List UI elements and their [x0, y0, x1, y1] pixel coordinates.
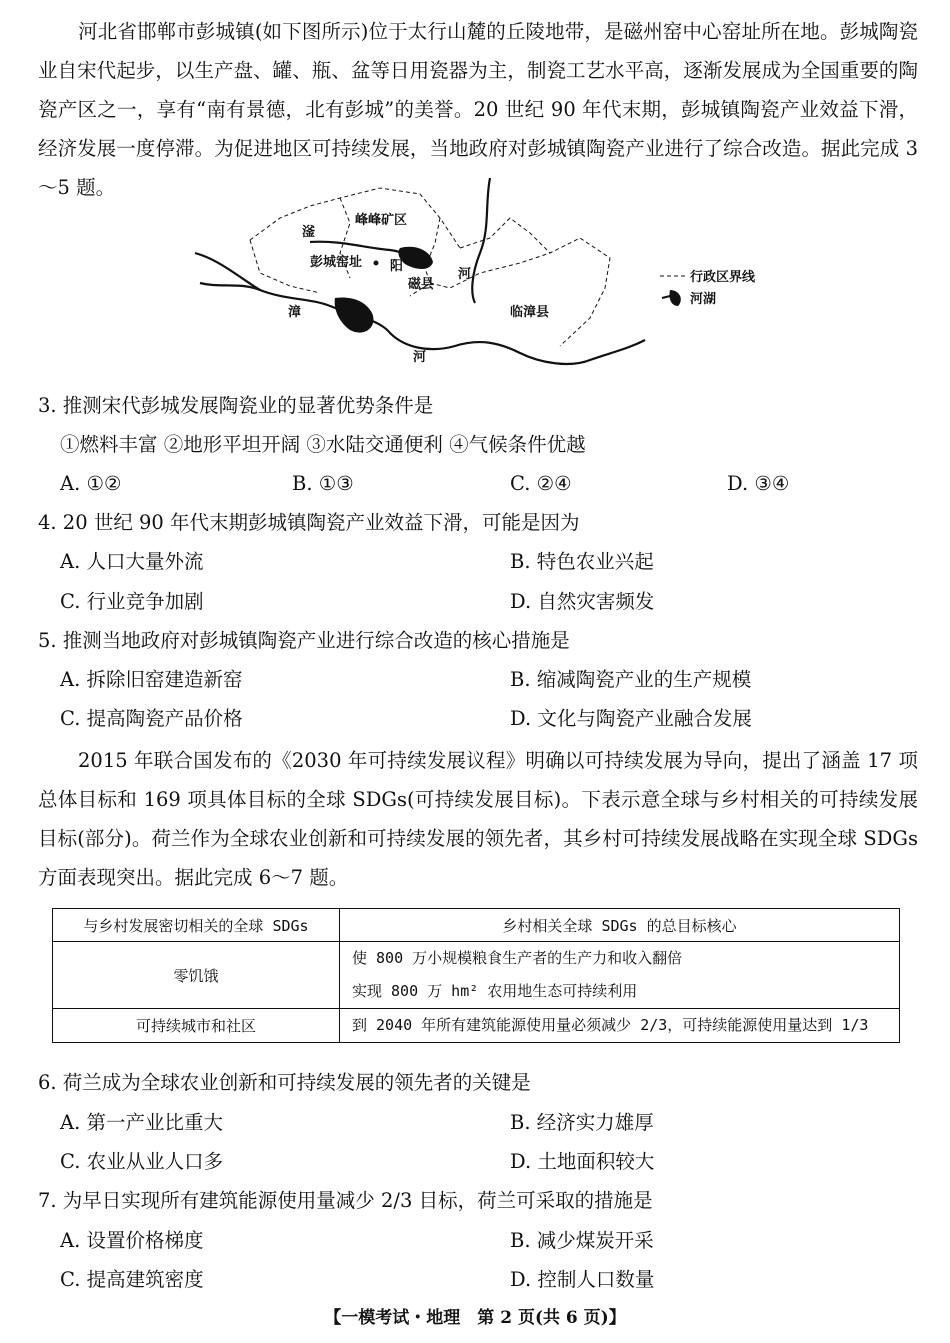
map-label-linzhang: 临漳县	[510, 305, 550, 320]
pengcheng-location-map	[190, 178, 770, 383]
q3-option-d[interactable]: D. ③④	[727, 472, 790, 495]
map-label-fengfeng: 峰峰矿区	[355, 213, 408, 228]
table-target-line: 实现 800 万 hm² 农用地生态可持续利用	[352, 982, 638, 1000]
q5-option-a[interactable]: A. 拆除旧窑建造新窑	[60, 668, 243, 691]
q3-option-a[interactable]: A. ①②	[60, 472, 122, 495]
river-label-char-2: 阳	[390, 259, 404, 274]
q4-option-c[interactable]: C. 行业竞争加剧	[60, 590, 204, 613]
table-row	[53, 1009, 900, 1043]
table-header-core: 乡村相关全球 SDGs 的总目标核心	[340, 909, 900, 942]
q4-option-b[interactable]: B. 特色农业兴起	[510, 550, 654, 573]
table-header-goal: 与乡村发展密切相关的全球 SDGs	[53, 909, 340, 942]
legend-river-symbol	[669, 290, 680, 306]
legend-river-label: 河湖	[690, 292, 717, 307]
q3-stem: 3. 推测宋代彭城发展陶瓷业的显著优势条件是	[38, 394, 434, 417]
intro-paragraph-1: 河北省邯郸市彭城镇(如下图所示)位于太行山麓的丘陵地带，是磁州窑中心窑址所在地。彭城陶瓷业自宋代起步，以生产盘、罐、瓶、盆等日用瓷器为主，制瓷工艺水平高，逐渐发展成为全国重要的陶瓷产区之一，享有“南有景德，北有彭城”的美誉。20 世纪 90 年代末期，彭城镇陶瓷产业效益下滑，经济发展一度停滞。为促进地区可持续发展，当地政府对彭城镇陶瓷产业进行了综合改造。据此完成 3～5 题。	[38, 20, 918, 199]
q4-option-d[interactable]: D. 自然灾害频发	[510, 590, 655, 613]
river-label-char-5: 河	[413, 350, 427, 365]
q7-option-a[interactable]: A. 设置价格梯度	[60, 1229, 204, 1252]
q7-option-b[interactable]: B. 减少煤炭开采	[510, 1229, 654, 1252]
map-legend	[660, 269, 756, 307]
q4-option-a[interactable]: A. 人口大量外流	[60, 550, 204, 573]
river-label-char-3: 河	[458, 267, 472, 282]
q6-option-a[interactable]: A. 第一产业比重大	[60, 1111, 223, 1134]
q6-option-d[interactable]: D. 土地面积较大	[510, 1150, 655, 1173]
q5-option-b[interactable]: B. 缩减陶瓷产业的生产规模	[510, 668, 752, 691]
q7-option-d[interactable]: D. 控制人口数量	[510, 1268, 655, 1291]
q6-option-b[interactable]: B. 经济实力雄厚	[510, 1111, 654, 1134]
q5-stem: 5. 推测当地政府对彭城镇陶瓷产业进行综合改造的核心措施是	[38, 629, 570, 652]
intro-paragraph-2: 2015 年联合国发布的《2030 年可持续发展议程》明确以可持续发展为导向，提出了涵盖 17 项总体目标和 169 项具体目标的全球 SDGs(可持续发展目标)。下表示意全球与乡村相关的可持续发展目标(部分)。荷兰作为全球农业创新和可持续发展的领先者，其乡村可持续发展战略在实现全球 SDGs 方面表现突出。据此完成 6～7 题。	[38, 749, 919, 889]
river-label-char-1: 滏	[302, 225, 316, 240]
q3-option-c[interactable]: C. ②④	[510, 472, 572, 495]
map-label-pengcheng-kiln: 彭城窑址	[310, 255, 363, 270]
table-cell-goal: 可持续城市和社区	[53, 1009, 340, 1043]
q3-items: ①燃料丰富 ②地形平坦开阔 ③水陆交通便利 ④气候条件优越	[60, 433, 586, 456]
q7-stem: 7. 为早日实现所有建筑能源使用量减少 2/3 目标，荷兰可采取的措施是	[38, 1189, 653, 1212]
q4-stem: 4. 20 世纪 90 年代末期彭城镇陶瓷产业效益下滑，可能是因为	[38, 511, 580, 534]
q5-option-d[interactable]: D. 文化与陶瓷产业融合发展	[510, 707, 752, 730]
rivers	[195, 178, 645, 364]
admin-boundaries	[250, 188, 610, 346]
sdg-table	[52, 908, 900, 1043]
page-footer: 【一模考试・地理 第 2 页(共 6 页)】	[324, 1308, 626, 1328]
q6-option-c[interactable]: C. 农业从业人口多	[60, 1150, 224, 1173]
river-label-char-4: 漳	[288, 305, 302, 320]
table-target-line: 使 800 万小规模粮食生产者的生产力和收入翻倍	[352, 949, 683, 967]
q5-option-c[interactable]: C. 提高陶瓷产品价格	[60, 707, 243, 730]
legend-boundary-label: 行政区界线	[690, 270, 756, 285]
q3-option-b[interactable]: B. ①③	[292, 472, 354, 495]
map-label-cixian: 磁县	[408, 277, 435, 292]
table-row	[53, 942, 900, 1009]
table-header-row	[53, 909, 900, 942]
q6-stem: 6. 荷兰成为全球农业创新和可持续发展的领先者的关键是	[38, 1071, 531, 1094]
table-cell-targets	[340, 942, 900, 1009]
table-cell-targets	[340, 1009, 900, 1043]
table-target-line: 到 2040 年所有建筑能源使用量必须减少 2/3，可持续能源使用量达到 1/3	[352, 1016, 869, 1034]
q7-option-c[interactable]: C. 提高建筑密度	[60, 1268, 204, 1291]
table-cell-goal: 零饥饿	[53, 942, 340, 1009]
kiln-site-point	[374, 261, 379, 266]
